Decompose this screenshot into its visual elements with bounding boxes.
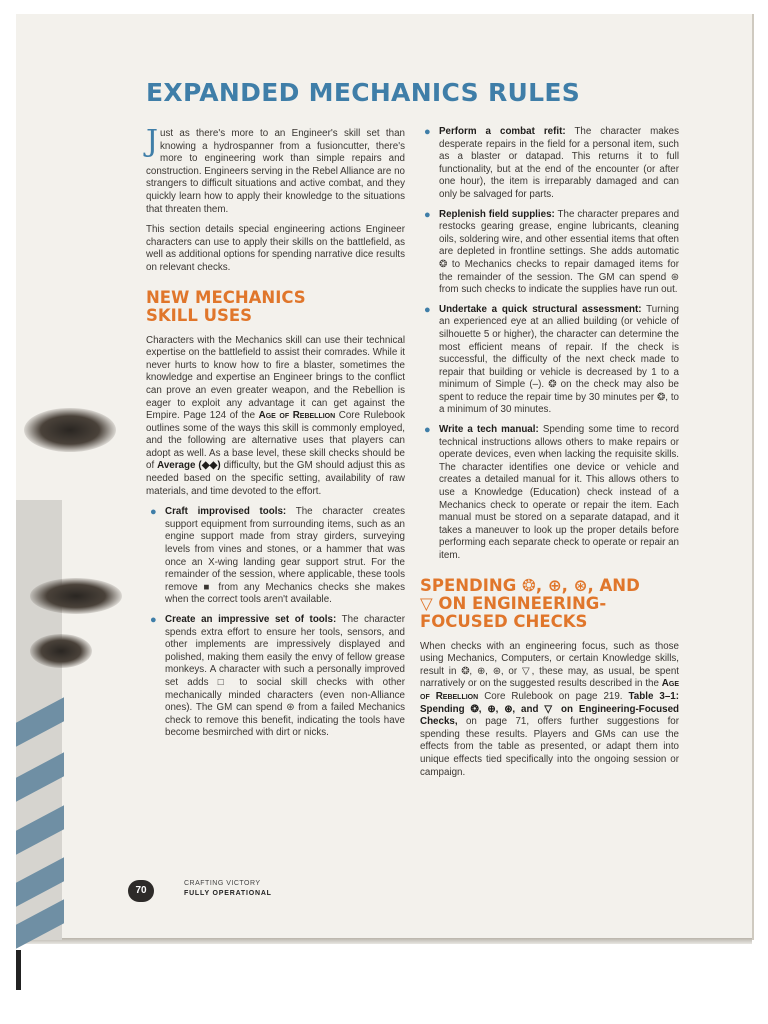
list-item: ● Write a tech manual: Spending some time to record technical instructions allows others to make repairs or operate devices, even when lacking the requisite skills. The character identifies one device or vehicle and creates a detailed manual for it. This allows others to use a Knowledge (Education) check instead of a Mechanics check to operate or repair the item. Each manual must be stored on a separate datapad, and it takes a maneuver to look up the proper details before performing each separate check to operate or repair an item. — [424, 424, 679, 561]
page-title: EXPANDED MECHANICS RULES — [146, 78, 581, 107]
section-heading-new-mechanics: NEW MECHANICS SKILL USES — [146, 287, 306, 325]
footer-chapter: CRAFTING VICTORY — [184, 880, 261, 887]
bullet-icon: ● — [150, 506, 157, 519]
book-spine-edge — [16, 950, 21, 990]
drop-cap: J — [146, 124, 159, 159]
right-column — [420, 126, 679, 787]
list-item: ● Replenish field supplies: The character prepares and restocks gearing grease, engine lubricants, cleaning oils, soldering wire, and other essential items that often are depleted in frontline settings. She adds automatic ❂ to Mechanics checks to repair damaged items for the remainder of the session. The GM can spend ⊛ from such checks to indicate the supplies have run out. — [424, 208, 680, 296]
skill-uses-list — [146, 506, 405, 740]
bullet-icon: ● — [424, 303, 431, 316]
list-item: ● Perform a combat refit: The character makes desperate repairs in the field for a personal item, such as a blaster or datapad. This returns it to full functionality, but at the end of the encounter (or after one hour), the item is irreparably damaged and can only be salvaged for parts. — [424, 126, 679, 200]
section-intro-paragraph: This section details special engineering actions Engineer characters can use to apply their skills on the battlefield, as well as additional options for spending narrative dice results on relevant checks. — [146, 224, 405, 273]
table-reference: Table 3–1: Spending ❂, ⊕, ⊛, and ▽ on Engineering-Focused Checks, — [420, 690, 679, 728]
left-column — [146, 124, 405, 747]
section-heading-spending: SPENDING ❂, ⊕, ⊛, AND ▽ ON ENGINEERING- FOCUSED CHECKS — [420, 575, 640, 631]
bullet-icon: ● — [424, 424, 431, 437]
page-number: 70 — [128, 880, 154, 902]
skill-uses-paragraph: Characters with the Mechanics skill can use their technical expertise on the battlefield to assist their comrades. While it never hurts to know how to fire a blaster, sometimes the knowledge and expertise an Engineer brings to the conflict can prove an even greater weapon, and the Rebellion is eager to exploit any advantage it can get against the Empire. Page 124 of the Age of Rebellion Core Rulebook outlines some of the ways this skill is commonly employed, and the following are alternative uses that players can adopt as well. As a base level, these skill checks should be of Average (◆◆) difficulty, but the GM should adjust this as needed based on the specific setting, availability of raw materials, and time devoted to the effort. — [146, 334, 405, 497]
book-title-reference: Age of Rebellion — [258, 410, 336, 422]
list-item: ● Create an impressive set of tools: The character spends extra effort to ensure her tools, sensors, and other implements are impressively displayed and polished, making them easily the envy of fellow grease monkeys. A character with such a personally improved set adds □ to social skill checks with other mechanically minded characters (even non-Alliance ones). The GM can spend ⊛ from a failed Mechanics check to remove this benefit, indicating the tools have become besmirched with dirt or nicks. — [150, 614, 405, 739]
page-edge-shadow — [16, 938, 752, 944]
bullet-icon: ● — [150, 614, 157, 626]
footer-subtitle: FULLY OPERATIONAL — [184, 890, 272, 897]
bullet-icon: ● — [424, 208, 431, 221]
skill-uses-list-continued — [420, 126, 679, 563]
list-item: ● Craft improvised tools: The character creates support equipment from surrounding items, such as an engine support made from stray girders, surveying levels from vines and stones, or a hammer that was once an X-wing landing gear support strut. For the remainder of the session, where applicable, these tools remove ■ from any Mechanics checks she makes when the correct tools aren't available. — [150, 506, 405, 606]
page-footer — [128, 878, 298, 908]
intro-paragraph: Just as there's more to an Engineer's skill set than knowing a hydrospanner from a fusioncutter, there's more to engineering work than simple repairs and construction. Engineers serving in the Rebel Alliance are no strangers to difficult situations and active combat, and they quickly learn how to apply their knowledge to the situations that threaten them. — [146, 124, 405, 215]
difficulty-label: Average (◆◆) — [157, 460, 221, 472]
ink-smudge — [30, 634, 92, 668]
list-item: ● Undertake a quick structural assessment: Turning an experienced eye at an allied building (or vehicle of silhouette 5 or higher), the character can determine the most efficient means of repair. If the check is successful, the difficulty of the next check made to repair that building or vehicle is decreased by 1 to a minimum of Simple (–). ❂ on the check may also be spent to reduce the repair time by 30 minutes per ❂, to a minimum of 30 minutes. — [424, 303, 679, 416]
ink-smudge — [30, 578, 122, 614]
spending-paragraph: When checks with an engineering focus, such as those using Mechanics, Computers, or certain Knowledge skills, result in ❂, ⊕, ⊛, or ▽, these may, as usual, be spent narratively or on the suggested results described in the Age of Rebellion Core Rulebook on page 219. Table 3–1: Spending ❂, ⊕, ⊛, and ▽ on Engineering-Focused Checks, on page 71, offers further suggestions for spending these results. Players and GMs can use the effects from the table as presented, or adapt them into unique effects tied specifically into the ongoing session or campaign. — [420, 640, 680, 778]
ink-smudge — [24, 408, 116, 452]
bullet-icon: ● — [424, 126, 431, 138]
book-title-reference: Age of Rebellion — [420, 678, 679, 702]
